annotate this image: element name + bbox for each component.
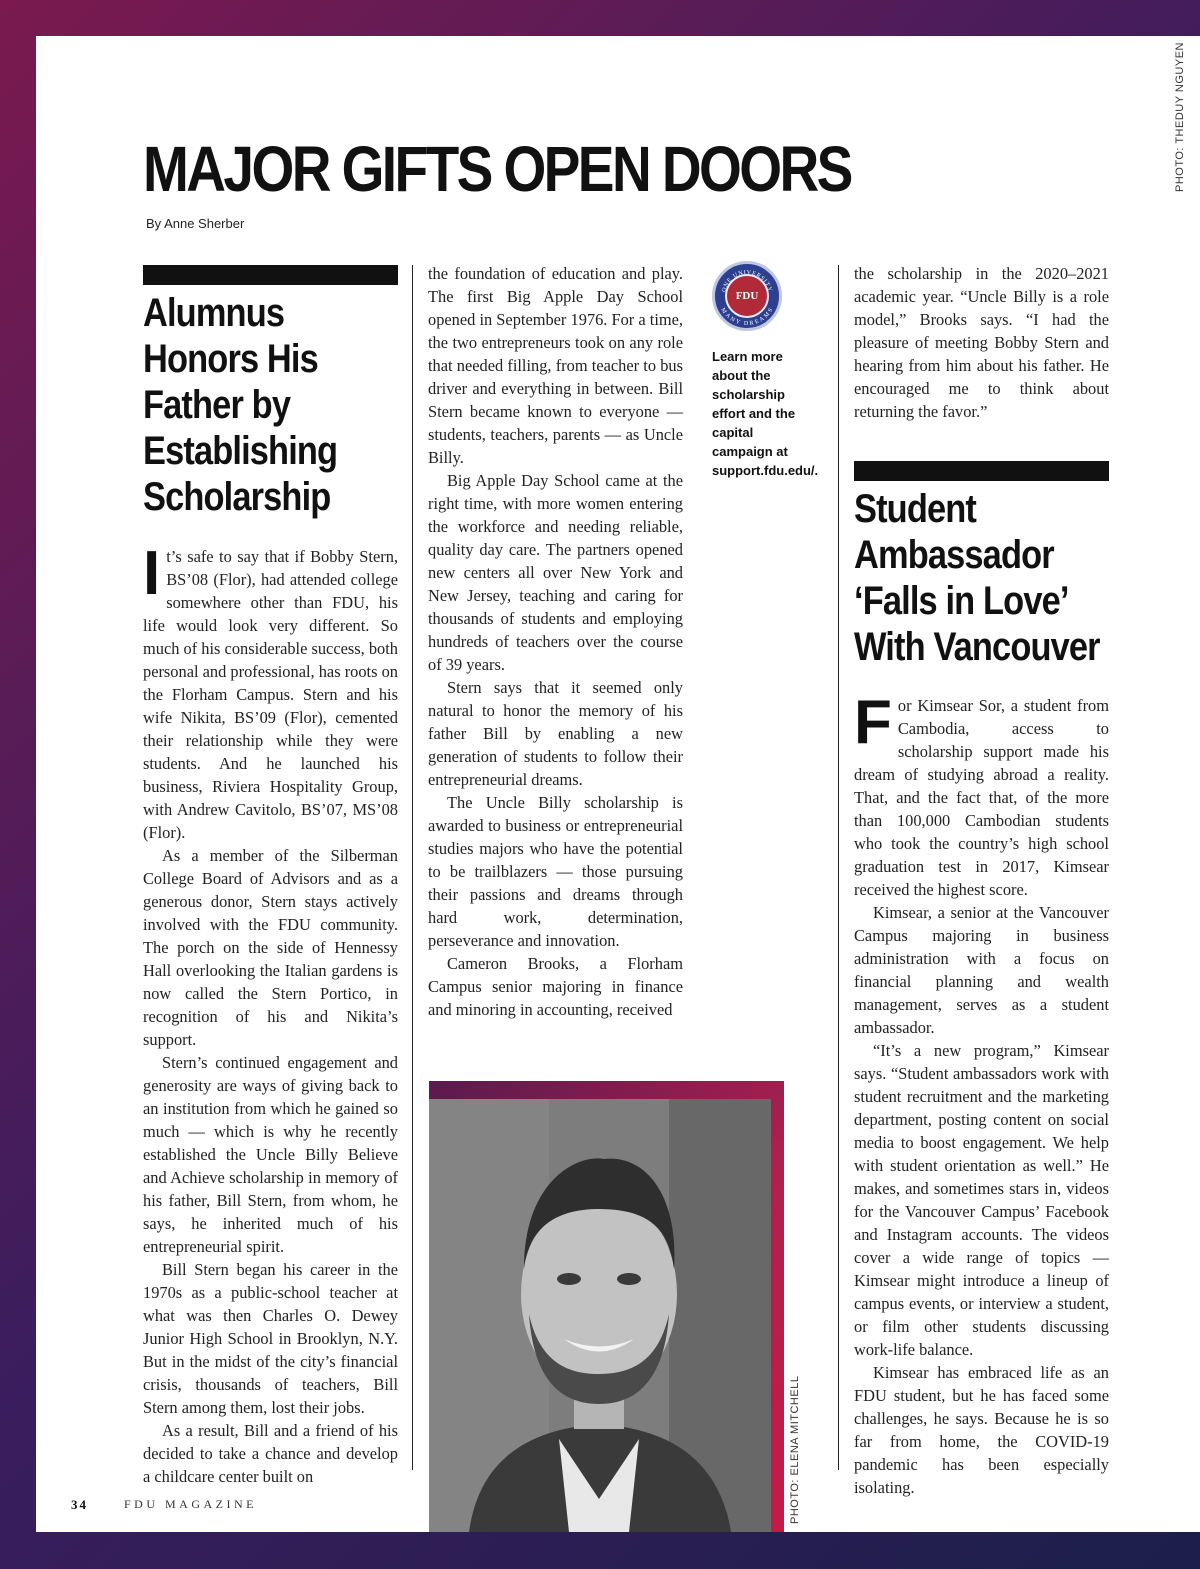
section-bar-article1: [143, 265, 398, 285]
article1-continued-2: the scholarship in the 2020–2021 academic year. “Uncle Billy is a role model,” Brooks says. “I had the pleasure of meeting Bobby Stern and hearing from him about his father. He encouraged me to think about returning the favor.”: [854, 264, 1109, 421]
article1-column-3: [854, 262, 1109, 423]
article1-paragraph-7: Stern says that it seemed only natural to honor the memory of his father Bill by enabling a new generation of students to follow their entrepreneurial dreams.: [428, 678, 683, 789]
article2-paragraph-4: Kimsear has embraced life as an FDU student, but he has faced some challenges, he says. Because he is so far from home, the COVID-19 pandemic has been especially isolating.: [854, 1363, 1109, 1497]
article1-heading: Alumnus Honors His Father by Establishing Scholarship: [143, 291, 338, 519]
article1-paragraph-6: Big Apple Day School came at the right time, with more women entering the workforce and needing reliable, quality day care. The partners opened new centers all over New York and New Jersey, teaching and caring for thousands of students and employing hundreds of teachers over the course of 39 years.: [428, 471, 683, 674]
article2-heading: Student Ambassador ‘Falls in Love’ With Vancouver: [854, 487, 1100, 669]
article2-body: [854, 688, 1109, 1499]
svg-text:MANY DREAMS: [719, 307, 774, 327]
seal-bottom-text: MANY DREAMS: [719, 306, 775, 328]
article1-column-1: [143, 539, 398, 1488]
article1-dropcap: I: [143, 539, 161, 608]
section-bar-article2: [854, 461, 1109, 481]
page-headline: MAJOR GIFTS OPEN DOORS: [143, 133, 851, 205]
article2-paragraph-3: “It’s a new program,” Kimsear says. “Student ambassadors work with student recruitment and the marketing department, posting content on social media to boost engagement. We help with student orientation as well.” He makes, and sometimes stars in, videos for the Vancouver Campus’ Facebook and Instagram accounts. The videos cover a wide range of topics — Kimsear might introduce a lineup of campus events, or interview a student, or film other students discussing work-life balance.: [854, 1041, 1109, 1359]
article1-paragraph-8: The Uncle Billy scholarship is awarded to business or entrepreneurial studies majors who have the potential to be trailblazers — those pursuing their passions and dreams through hard work, determination, perseverance and innovation.: [428, 793, 683, 950]
column-divider-2: [838, 265, 839, 1470]
seal-center: FDU: [725, 274, 769, 318]
page-number: 34: [71, 1497, 88, 1512]
article1-paragraph-2: As a member of the Silberman College Board of Advisors and as a generous donor, Stern stays actively involved with the FDU community. The porch on the side of Hennessy Hall overlooking the Italian gardens is now called the Stern Portico, in recognition of his and Nikita’s support.: [143, 846, 398, 1049]
article2-paragraph-1: For Kimsear Sor, a student from Cambodia, access to scholarship support made his dream of studying abroad a reality. That, and the fact that, of the more than 100,000 Cambodian students who took the country’s high school graduation test in 2017, Kimsear received the highest score.: [854, 688, 1109, 899]
article1-continued-1: the foundation of education and play. The first Big Apple Day School opened in September 1976. For a time, the two entrepreneurs took on any role that needed filling, from teacher to bus driver and everything in between. Bill Stern became known to everyone — students, teachers, parents — as Uncle Billy.: [428, 264, 683, 467]
article1-paragraph-4: Bill Stern began his career in the 1970s as a public-school teacher at what was then Charles O. Dewey Junior High School in Brooklyn, N.Y. But in the midst of the city’s financial crisis, thousands of teachers, Bill Stern among them, lost their jobs.: [143, 1260, 398, 1417]
article1-column-2: [428, 262, 683, 1021]
portrait-photo: [429, 1099, 771, 1532]
svg-text:ONE UNIVERSITY: [721, 270, 772, 293]
seal-top-text: ONE UNIVERSITY: [721, 269, 773, 293]
article2-paragraph-2: Kimsear, a senior at the Vancouver Campus majoring in business administration with a focus on financial planning and wealth management, serves as a student ambassador.: [854, 903, 1109, 1037]
article1-paragraph-1: It’s safe to say that if Bobby Stern, BS’08 (Flor), had attended college somewhere other than FDU, his life would look very different. So much of his considerable success, both personal and professional, has roots on the Florham Campus. Stern and his wife Nikita, BS’09 (Flor), cemented their relationship while they were students. And he launched his business, Riviera Hospitality Group, with Andrew Cavitolo, BS’07, MS’08 (Flor).: [143, 539, 398, 842]
article2-dropcap: F: [854, 688, 892, 757]
scholarship-sidenote: Learn more about the scholarship effort and the capital campaign at support.fdu.edu/.: [712, 349, 819, 478]
fdu-seal-logo: [712, 261, 782, 331]
byline: By Anne Sherber: [146, 216, 245, 231]
column-divider-1: [412, 265, 413, 1470]
article1-paragraph-9: Cameron Brooks, a Florham Campus senior majoring in finance and minoring in accounting, received: [428, 954, 683, 1019]
photo-credit-top: PHOTO: THEDUY NGUYEN: [1174, 42, 1186, 192]
magazine-name: FDU MAGAZINE: [124, 1497, 257, 1511]
portrait-illustration: [429, 1099, 771, 1532]
magazine-page: [36, 36, 1200, 1532]
article1-paragraph-5: As a result, Bill and a friend of his decided to take a chance and develop a childcare center built on: [143, 1421, 398, 1486]
article1-paragraph-3: Stern’s continued engagement and generosity are ways of giving back to an institution from which he gained so much — which is why he recently established the Uncle Billy Believe and Achieve scholarship in memory of his father, Bill Stern, from whom, he says, he inherited much of his entrepreneurial spirit.: [143, 1053, 398, 1256]
photo-credit-portrait: PHOTO: ELENA MITCHELL: [789, 1375, 801, 1524]
